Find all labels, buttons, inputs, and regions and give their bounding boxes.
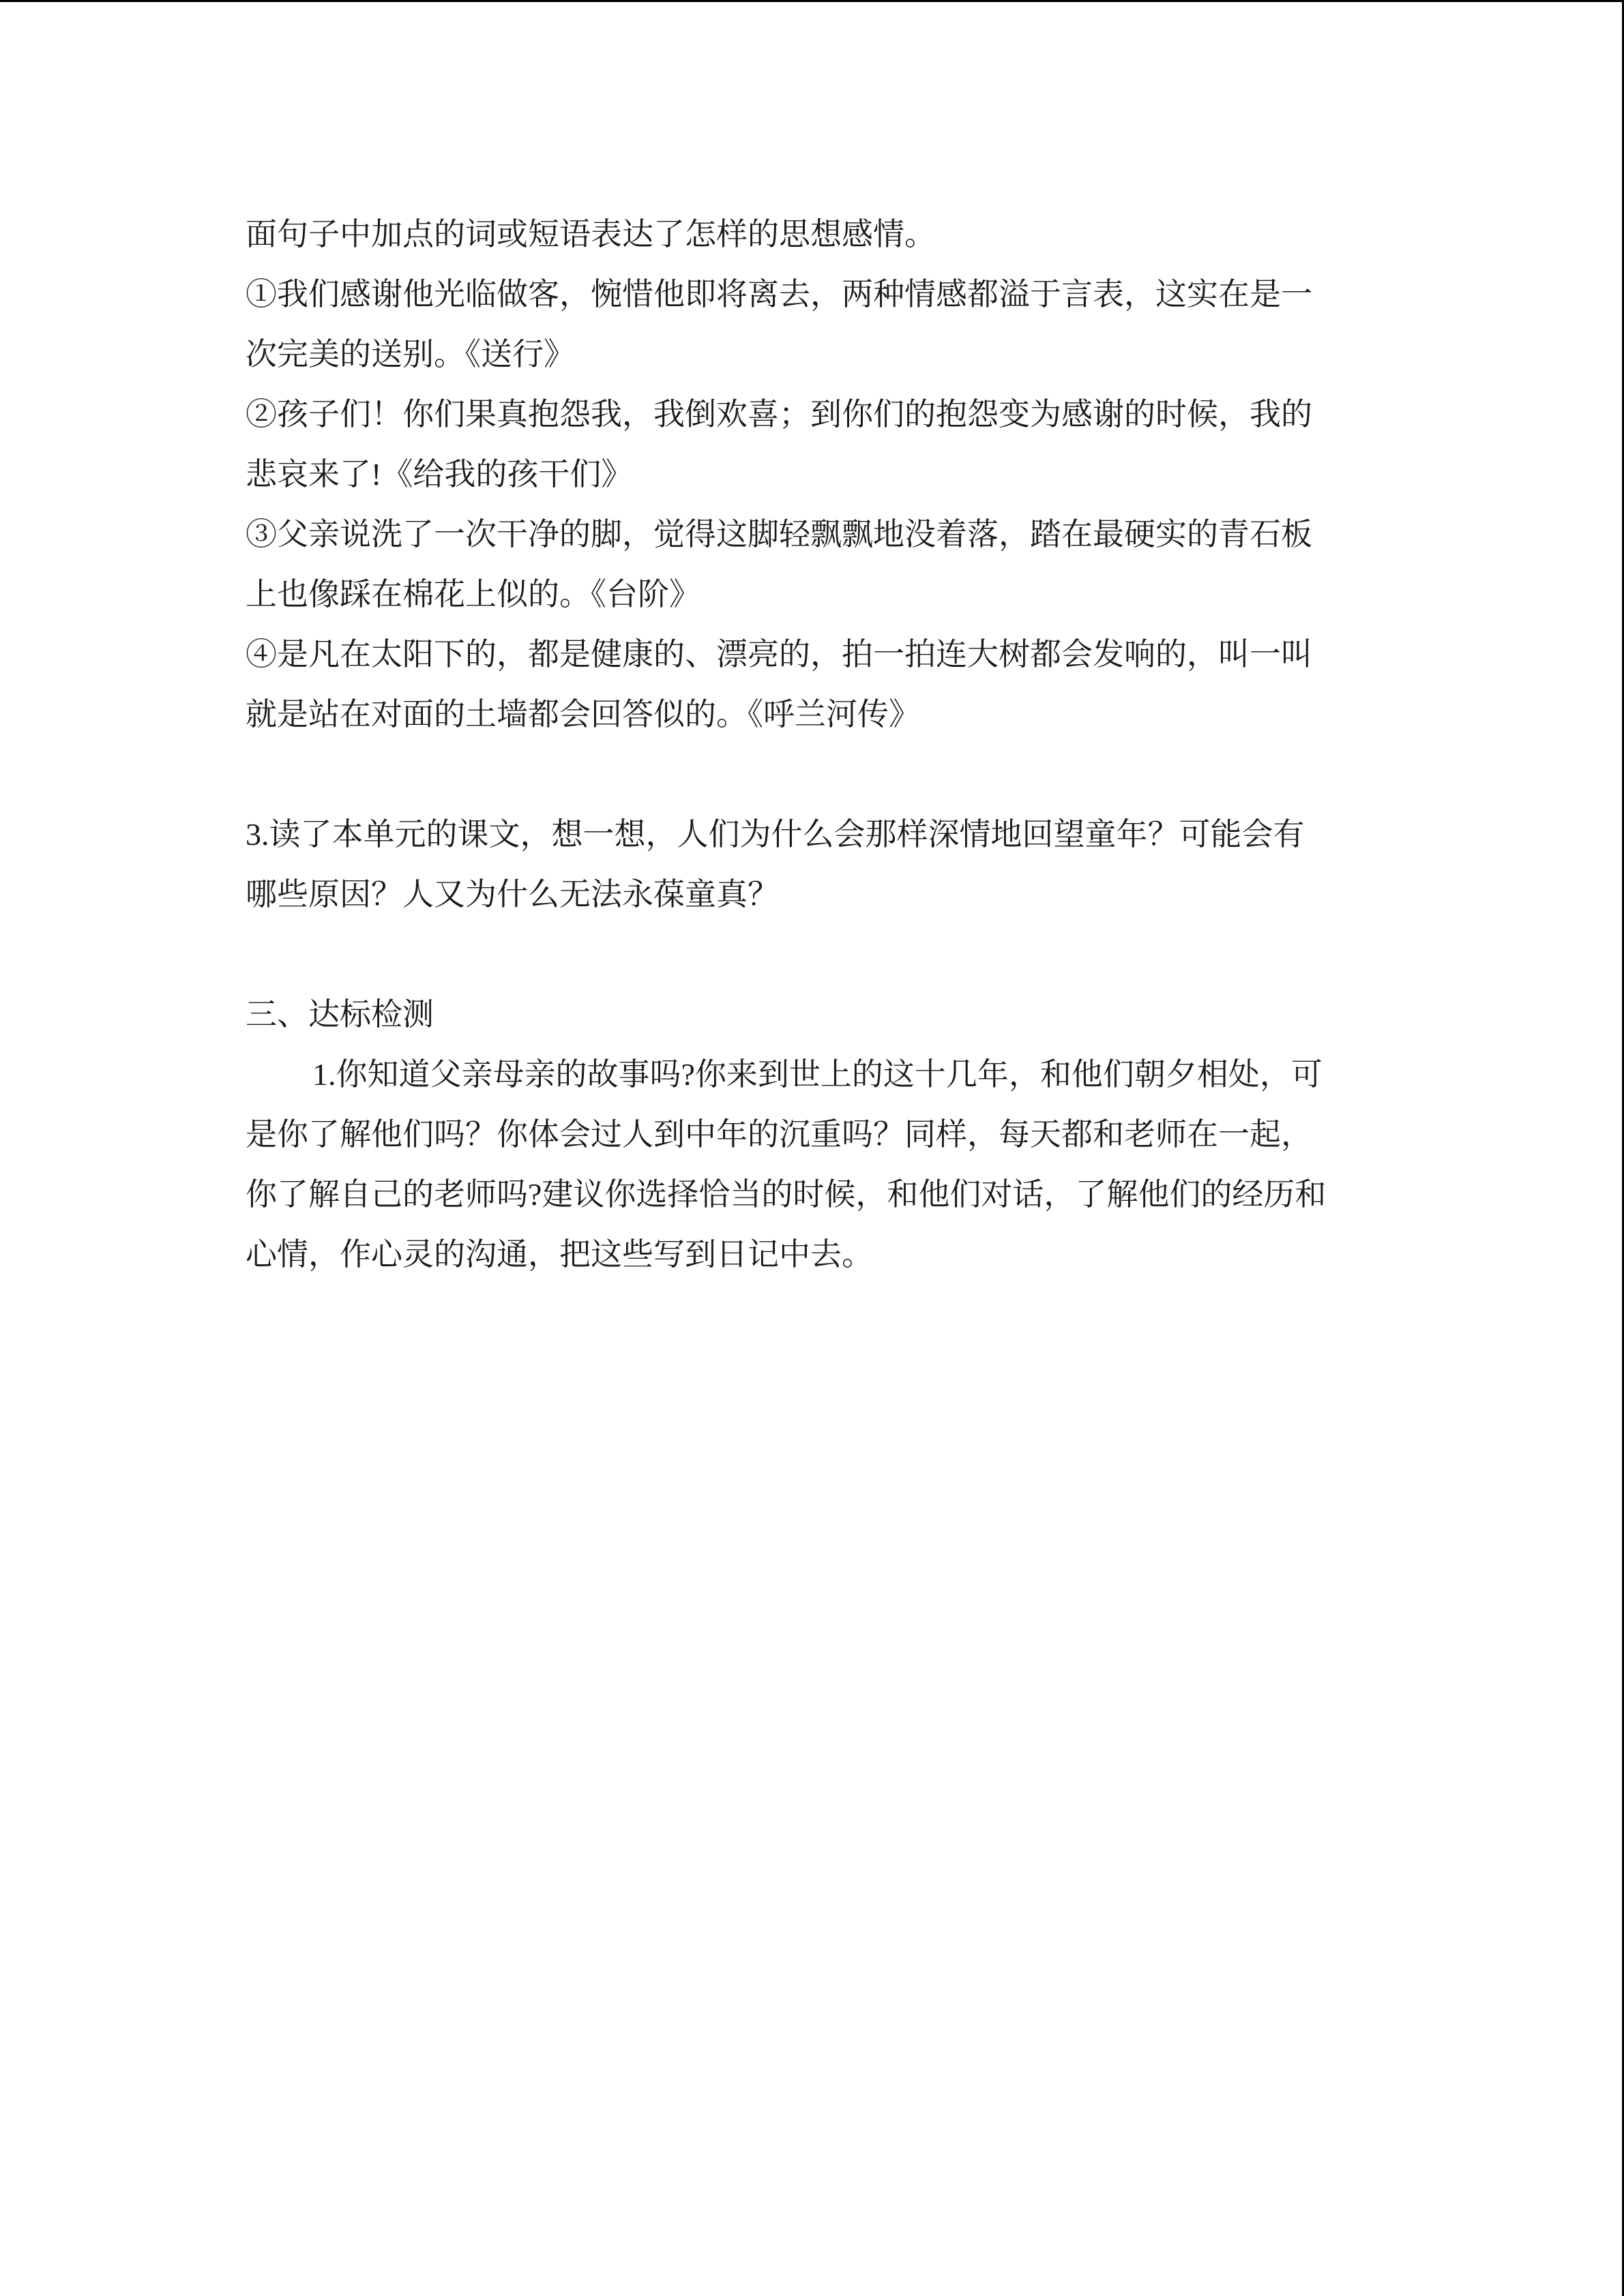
section-3-line-3: 你了解自己的老师吗?建议你选择恰当的时候，和他们对话，了解他们的经历和 <box>246 1177 1327 1212</box>
example-item-3 <box>246 505 1378 625</box>
document-body <box>246 205 1378 1285</box>
example-item-4 <box>246 625 1378 745</box>
example-item-3-line-1: ③父亲说洗了一次干净的脚，觉得这脚轻飘飘地没着落，踏在最硬实的青石板 <box>246 517 1312 552</box>
example-item-2 <box>246 385 1378 505</box>
example-item-1-line-1: ①我们感谢他光临做客，惋惜他即将离去，两种情感都溢于言表，这实在是一 <box>246 277 1312 312</box>
section-3-heading: 三、达标检测 <box>246 997 434 1032</box>
page-top-border <box>0 0 1624 2</box>
section-3 <box>246 985 1378 1285</box>
section-3-line-4: 心情，作心灵的沟通，把这些写到日记中去。 <box>246 1237 873 1272</box>
section-3-line-1: 1.你知道父亲母亲的故事吗?你来到世上的这十几年，和他们朝夕相处，可 <box>312 1057 1323 1092</box>
example-item-3-line-2: 上也像踩在棉花上似的。《台阶》 <box>246 577 700 612</box>
question-3-line-2: 哪些原因？人又为什么无法永葆童真？ <box>246 877 779 912</box>
example-item-2-line-2: 悲哀来了!《给我的孩干们》 <box>246 457 633 492</box>
example-item-1-line-2: 次完美的送别。《送行》 <box>246 337 575 372</box>
section-3-line-2: 是你了解他们吗？你体会过人到中年的沉重吗？同样，每天都和老师在一起， <box>246 1117 1312 1152</box>
question-3 <box>246 805 1378 925</box>
intro-line: 面句子中加点的词或短语表达了怎样的思想感情。 <box>246 217 936 252</box>
example-item-4-line-2: 就是站在对面的土墙都会回答似的。《呼兰河传》 <box>246 697 920 732</box>
example-item-4-line-1: ④是凡在太阳下的，都是健康的、漂亮的，拍一拍连大树都会发响的，叫一叫 <box>246 637 1312 672</box>
paragraph-gap <box>246 745 1378 805</box>
example-item-1 <box>246 265 1378 385</box>
example-item-2-line-1: ②孩子们！你们果真抱怨我，我倒欢喜；到你们的抱怨变为感谢的时候，我的 <box>246 397 1312 432</box>
paragraph-gap <box>246 925 1378 985</box>
question-3-line-1: 3.读了本单元的课文，想一想，人们为什么会那样深情地回望童年？可能会有 <box>246 817 1305 852</box>
